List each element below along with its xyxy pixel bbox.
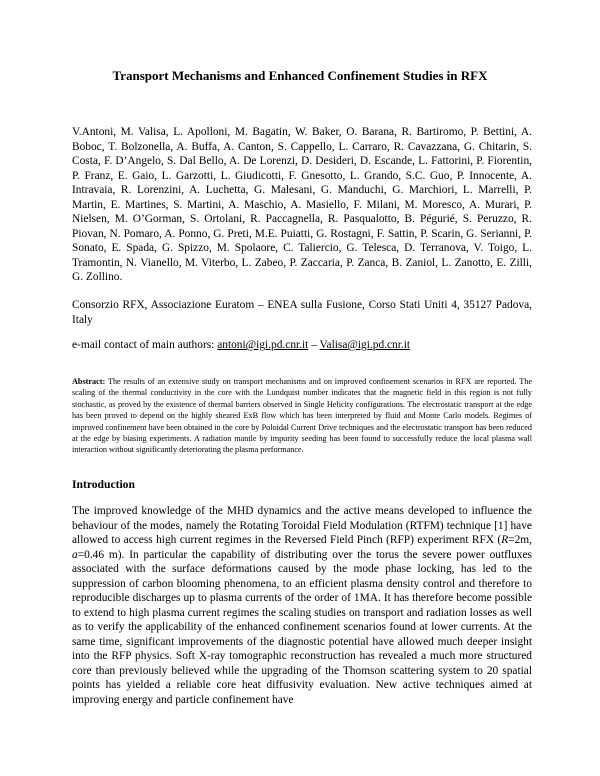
- email-link-valisa[interactable]: Valisa@igi.pd.cnr.it: [319, 339, 411, 351]
- abstract: [72, 376, 532, 456]
- introduction-paragraph: [72, 504, 532, 707]
- intro-text-part-3: =0.46 m). In particular the capability of distributing over the torus the severe power outfluxes associated with the surface deformations caused by the mode phase locking, has led to the suppression of carbon blooming phenomena, to an efficient plasma density control and therefore to reproducible discharges up to plasma currents of the order of 1MA. It has therefore become possible to extend to high plasma current regimes the scaling studies on transport and radiation losses as well as to verify the applicability of the enhanced confinement scenarios found at lower currents. At the same time, significant improvements of the diagnostic potential have allowed much deeper insight into the RFP physics. Soft X-ray tomographic reconstruction has revealed a much more structured core than previously believed while the upgrading of the Thomson scattering system to 20 spatial points has yielded a reliable core heat diffusivity evaluation. New active techniques aimed at improving energy and particle confinement have: [72, 548, 532, 706]
- author-list: V.Antoni, M. Valisa, L. Apolloni, M. Bagatin, W. Baker, O. Barana, R. Bartiromo, P. Bettini, A. Boboc, T. Bolzonella, A. Buffa, A. Canton, S. Cappello, L. Carraro, R. Cavazzana, G. Chitarin, S. Costa, F. D’Angelo, S. Dal Bello, A. De Lorenzi, D. Desideri, D. Escande, L. Fattorini, P. Fiorentin, P. Franz, E. Gaio, L. Garzotti, L. Giudicotti, F. Gnesotto, L. Grando, S.C. Guo, P. Innocente, A. Intravaia, R. Lorenzini, A. Luchetta, G. Malesani, G. Manduchi, G. Marchiori, L. Marrelli, P. Martin, E. Martines, S. Martini, A. Maschio, A. Masiello, F. Milani, M. Moresco, A. Murari, P. Nielsen, M. O’Gorman, S. Ortolani, R. Paccagnella, R. Pasqualotto, B. Pégurié, S. Peruzzo, R. Piovan, N. Pomaro, A. Ponno, G. Preti, M.E. Puiatti, G. Rostagni, F. Sattin, P. Scarin, G. Serianni, P. Sonato, E. Spada, G. Spizzo, M. Spolaore, C. Taliercio, G. Telesca, D. Terranova, V. Toigo, L. Tramontin, N. Vianello, M. Viterbo, L. Zabeo, P. Zaccaria, P. Zanca, B. Zaniol, L. Zanotto, E. Zilli, G. Zollino.: [72, 126, 532, 283]
- intro-text-part-2: =2m,: [508, 534, 532, 546]
- affiliation: Consorzio RFX, Associazione Euratom – ENEA sulla Fusione, Corso Stati Uniti 4, 35127 Padova, Italy: [72, 299, 532, 326]
- intro-text-part-1: The improved knowledge of the MHD dynamics and the active means developed to influence the behaviour of the modes, namely the Rotating Toroidal Field Modulation (RTFM) technique [1] have allowed to access high current regimes in the Reversed Field Pinch (RFP) experiment RFX (: [72, 505, 532, 546]
- abstract-label: Abstract:: [72, 377, 106, 386]
- email-line: [72, 338, 532, 353]
- section-heading-introduction: Introduction: [72, 478, 135, 491]
- paper-title: Transport Mechanisms and Enhanced Confinement Studies in RFX: [112, 68, 488, 83]
- intro-symbol-R: R: [501, 534, 509, 546]
- intro-symbol-a: a: [72, 548, 78, 561]
- abstract-text: The results of an extensive study on transport mechanisms and on improved confinement scenarios in RFX are reported. The scaling of the thermal conductivity in the core with the Lundquist number indicates that the magnetic field in this region is not fully stochastic, as proved by the existence of thermal barriers observed in Single Helicity configurations. The electrostatic transport at the edge has been proved to depend on the highly sheared ExB flow which has been interpreted by fluid and Monte Carlo models. Regimes of improved confinement have been obtained in the core by Poloidal Current Drive techniques and the electrostatic transport has been reduced at the edge by biasing experiments. A radiation mantle by impurity seeding has been found to successfully reduce the local plasma wall interaction without significantly deteriorating the plasma performance.: [72, 377, 532, 455]
- email-prefix: e-mail contact of main authors:: [72, 339, 218, 351]
- email-separator: –: [308, 339, 320, 351]
- email-link-antoni[interactable]: antoni@igi.pd.cnr.it: [217, 339, 309, 351]
